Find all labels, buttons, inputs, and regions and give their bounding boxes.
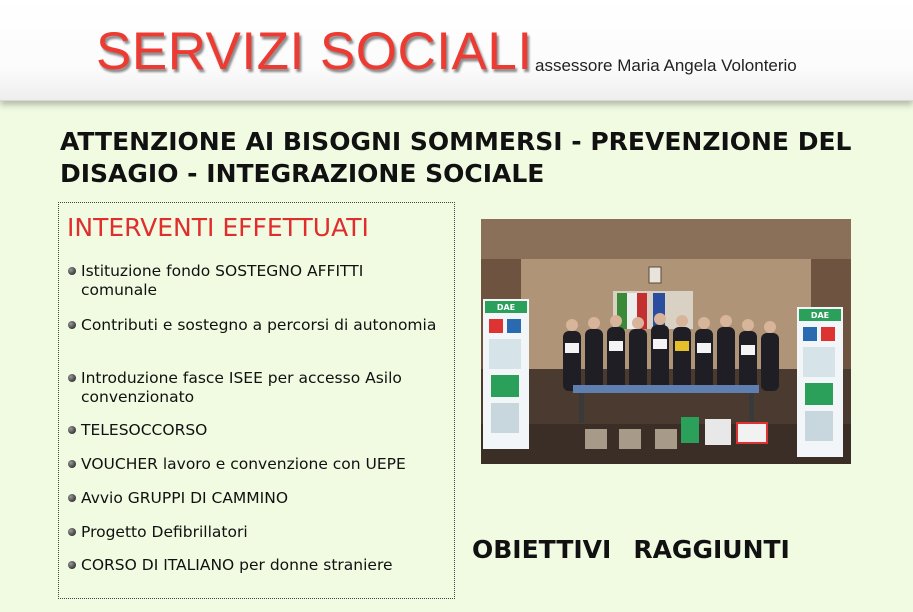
interventions-title: INTERVENTI EFFETTUATI [67, 213, 369, 242]
group-photo-illustration [481, 219, 851, 464]
bullet-icon [68, 321, 76, 329]
header-bar [0, 0, 913, 101]
banner-left-label: DAE [496, 303, 516, 312]
main-heading: ATTENZIONE AI BISOGNI SOMMERSI - PREVENZIONE DEL DISAGIO - INTEGRAZIONE SOCIALE [60, 127, 852, 188]
bullet-icon [68, 528, 76, 536]
bullet-icon [68, 267, 76, 275]
group-photo [481, 219, 851, 464]
list-item [81, 489, 441, 508]
list-item-text: Istituzione fondo SOSTEGNO AFFITTI comunale [81, 262, 364, 299]
list-item-text: Avvio GRUPPI DI CAMMINO [81, 489, 289, 507]
page-subtitle: assessore Maria Angela Volonterio [535, 56, 797, 75]
objectives-achieved [472, 534, 790, 566]
bullet-icon [68, 494, 76, 502]
list-item [81, 556, 441, 575]
list-item-text: Progetto Defibrillatori [81, 523, 248, 541]
achieved-word: RAGGIUNTI [633, 535, 790, 564]
list-item [81, 421, 441, 440]
list-item-text: CORSO DI ITALIANO per donne straniere [81, 556, 393, 574]
list-item-text: Contributi e sostegno a percorsi di autonomia [81, 316, 437, 334]
interventions-panel [58, 202, 455, 599]
list-item [81, 455, 441, 474]
bullet-icon [68, 460, 76, 468]
objectives-word: OBIETTIVI [472, 535, 612, 564]
list-item [81, 369, 441, 407]
list-item [81, 523, 441, 542]
list-item [81, 262, 441, 300]
page-title: SERVIZI SOCIALI [96, 22, 533, 81]
bullet-icon [68, 561, 76, 569]
banner-right-label: DAE [810, 311, 830, 320]
list-item [81, 316, 441, 335]
list-item-text: Introduzione fasce ISEE per accesso Asilo convenzionato [81, 369, 402, 406]
bullet-icon [68, 426, 76, 434]
bullet-icon [68, 374, 76, 382]
list-item-text: TELESOCCORSO [81, 421, 208, 439]
list-item-text: VOUCHER lavoro e convenzione con UEPE [81, 455, 406, 473]
